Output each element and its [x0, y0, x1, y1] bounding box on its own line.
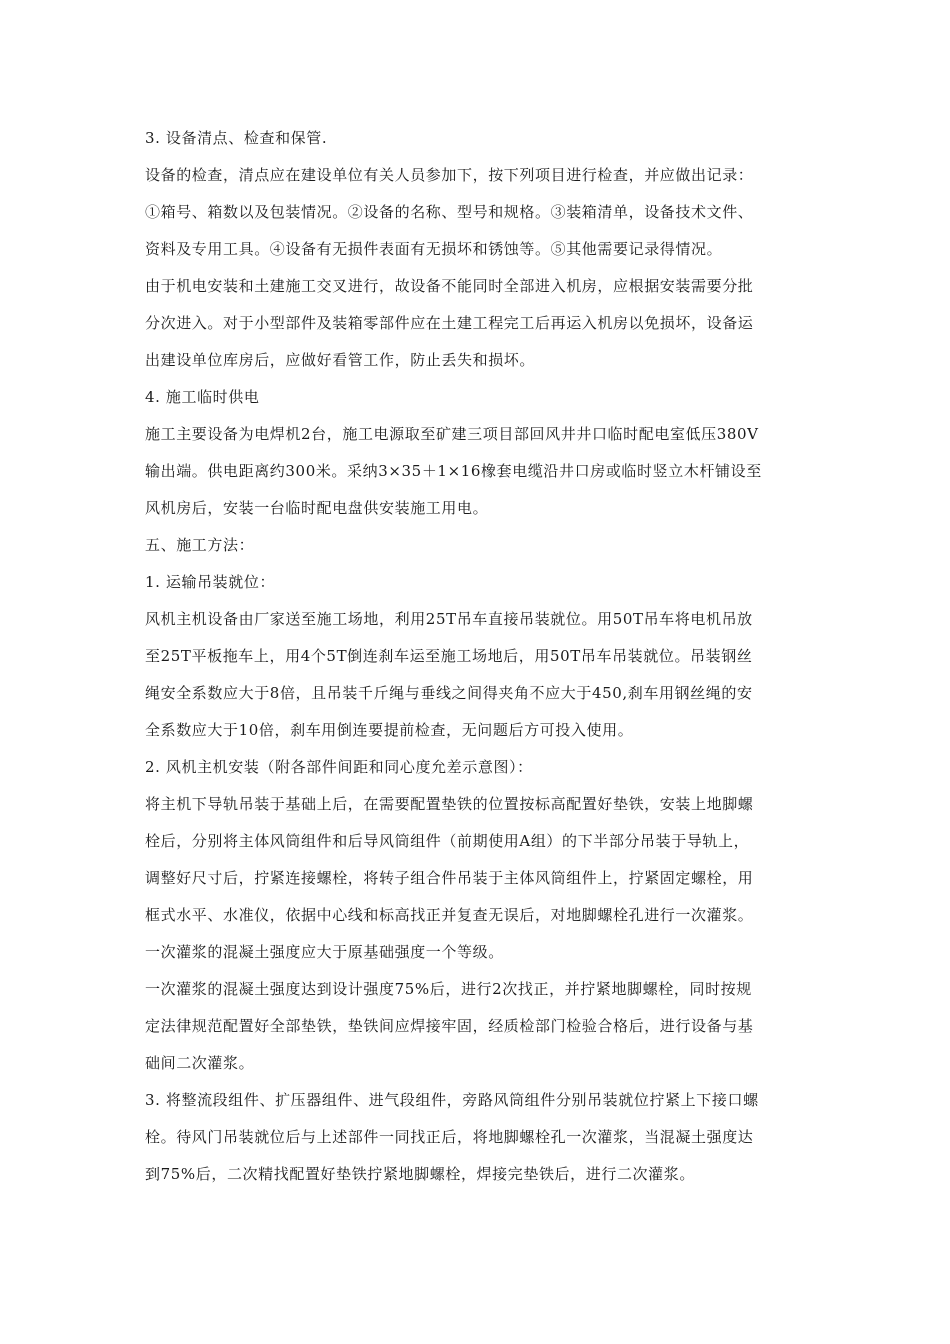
heading-transport-hoisting: 1. 运输吊装就位：: [145, 573, 276, 591]
text-line: 栓。待风门吊装就位后与上述部件一同找正后，将地脚螺栓孔一次灌浆，当混凝土强度达: [145, 1128, 754, 1146]
text-line: 框式水平、水准仪，依据中心线和标高找正并复查无误后，对地脚螺栓孔进行一次灌浆。: [145, 906, 754, 924]
text-line: 将主机下导轨吊装于基础上后，在需要配置垫铁的位置按标高配置好垫铁，安装上地脚螺: [145, 795, 754, 813]
section-temporary-power: [145, 379, 810, 527]
text-line: 分次进入。对于小型部件及装箱零部件应在土建工程完工后再运入机房以免损坏，设备运: [145, 314, 754, 332]
text-line: 础间二次灌浆。: [145, 1054, 255, 1072]
text-line: 到75%后，二次精找配置好垫铁拧紧地脚螺栓，焊接完垫铁后，进行二次灌浆。: [145, 1165, 695, 1183]
document-page: [145, 120, 810, 1193]
heading-equipment-inventory: 3. 设备清点、检查和保管.: [145, 129, 328, 147]
heading-construction-method: 五、施工方法：: [145, 536, 255, 554]
text-line: 输出端。供电距离约300米。采纳3×35＋1×16橡套电缆沿井口房或临时竖立木杆铺设至: [145, 462, 762, 480]
text-line: 风机主机设备由厂家送至施工场地，利用25T吊车直接吊装就位。用50T吊车将电机吊放: [145, 610, 753, 628]
text-line: 一次灌浆的混凝土强度应大于原基础强度一个等级。: [145, 943, 504, 961]
text-line: 至25T平板拖车上，用4个5T倒连刹车运至施工场地后，用50T吊车吊装就位。吊装钢丝: [145, 647, 753, 665]
heading-main-fan-installation: 2. 风机主机安装（附各部件间距和同心度允差示意图）：: [145, 758, 533, 776]
text-line: 由于机电安装和土建施工交叉进行，故设备不能同时全部进入机房，应根据安装需要分批: [145, 277, 754, 295]
text-line: ①箱号、箱数以及包装情况。②设备的名称、型号和规格。③装箱清单，设备技术文件、: [145, 203, 754, 221]
text-line: 出建设单位库房后，应做好看管工作，防止丢失和损坏。: [145, 351, 536, 369]
text-line: 调整好尺寸后，拧紧连接螺栓，将转子组合件吊装于主体风筒组件上，拧紧固定螺栓，用: [145, 869, 754, 887]
section-equipment-inventory: [145, 120, 810, 379]
text-line: 设备的检查，清点应在建设单位有关人员参加下，按下列项目进行检查，并应做出记录：: [145, 166, 754, 184]
text-line: 定法律规范配置好全部垫铁，垫铁间应焊接牢固，经质检部门检验合格后，进行设备与基: [145, 1017, 754, 1035]
text-line: 全系数应大于10倍，刹车用倒连要提前检查，无问题后方可投入使用。: [145, 721, 634, 739]
text-line: 3. 将整流段组件、扩压器组件、进气段组件，旁路风筒组件分别吊装就位拧紧上下接口螺: [145, 1091, 759, 1109]
text-line: 施工主要设备为电焊机2台，施工电源取至矿建三项目部回风井井口临时配电室低压380V: [145, 425, 759, 443]
text-line: 风机房后，安装一台临时配电盘供安装施工用电。: [145, 499, 489, 517]
text-line: 绳安全系数应大于8倍，且吊装千斤绳与垂线之间得夹角不应大于450,刹车用钢丝绳的安: [145, 684, 753, 702]
heading-temporary-power: 4. 施工临时供电: [145, 388, 260, 406]
section-construction-method: [145, 527, 810, 1193]
text-line: 栓后，分别将主体风筒组件和后导风筒组件（前期使用A组）的下半部分吊装于导轨上，: [145, 832, 750, 850]
text-line: 资料及专用工具。④设备有无损件表面有无损坏和锈蚀等。⑤其他需要记录得情况。: [145, 240, 723, 258]
text-line: 一次灌浆的混凝土强度达到设计强度75%后，进行2次找正，并拧紧地脚螺栓，同时按规: [145, 980, 752, 998]
